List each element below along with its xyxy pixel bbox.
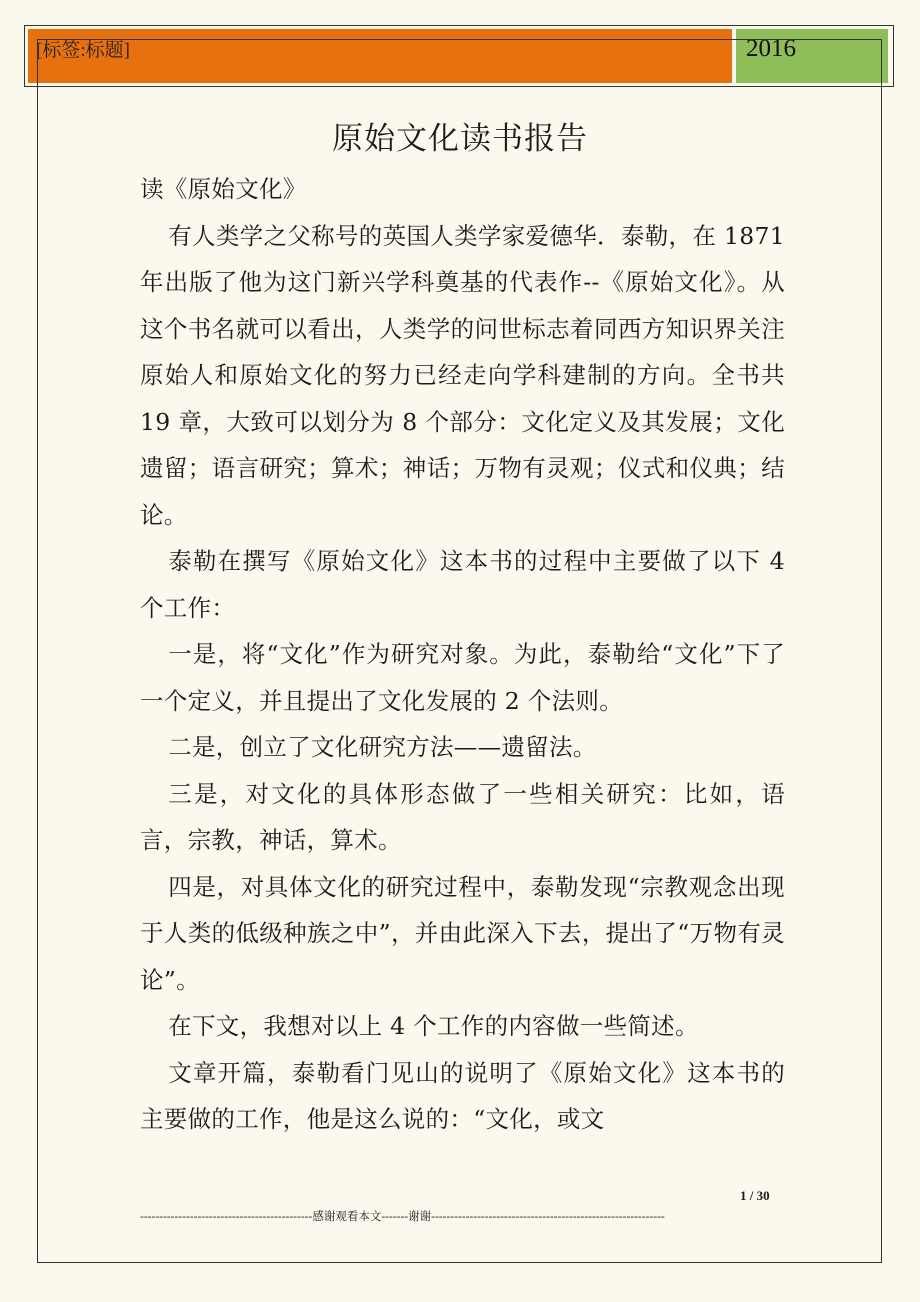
body-paragraph: 在下文，我想对以上 4 个工作的内容做一些简述。 (168, 1012, 699, 1040)
body-paragraph: 泰勒在撰写《原始文化》这本书的过程中主要做了以下 4 个工作： (140, 547, 785, 622)
body-paragraph: 一是，将“文化”作为研究对象。为此，泰勒给“文化”下了一个定义，并且提出了文化发展的 2 个法则。 (140, 640, 785, 715)
document-title: 原始文化读书报告 (332, 121, 588, 157)
page-number: 1 / 30 (740, 1188, 770, 1203)
body-paragraph: 四是，对具体文化的研究过程中，泰勒发现“宗教观念出现于人类的低级种族之中”，并由此深入下去，提出了“万物有灵论”。 (140, 872, 785, 994)
body-paragraph: 有人类学之父称号的英国人类学家爱德华．泰勒，在 1871 年出版了他为这门新兴学科奠基的代表作--《原始文化》。从这个书名就可以看出，人类学的问世标志着同西方知识界关注原始人和原始文化的努力已经走向学科建制的方向。全书共 19 章，大致可以划分为 8 个部分：文化定义及其发展；文化遗留；语言研究；算术；神话；万物有灵观；仪式和仪典；结论。 (140, 221, 785, 529)
header-year: 2016 (736, 29, 888, 83)
body-paragraph: 三是，对文化的具体形态做了一些相关研究：比如，语言，宗教，神话，算术。 (140, 779, 785, 854)
body-paragraph: 文章开篇，泰勒看门见山的说明了《原始文化》这本书的主要做的工作，他是这么说的：“文化，或文 (140, 1058, 785, 1133)
subtitle-paragraph: 读《原始文化》 (140, 175, 307, 203)
header-tag-label: [标签:标题] (28, 29, 732, 83)
footer-text: ---------------------------------------------感谢观看本文-------谢谢------------------------------------------------------------- (140, 1211, 665, 1223)
body-paragraph: 二是，创立了文化研究方法——遗留法。 (168, 733, 597, 761)
document-body (140, 166, 785, 1143)
